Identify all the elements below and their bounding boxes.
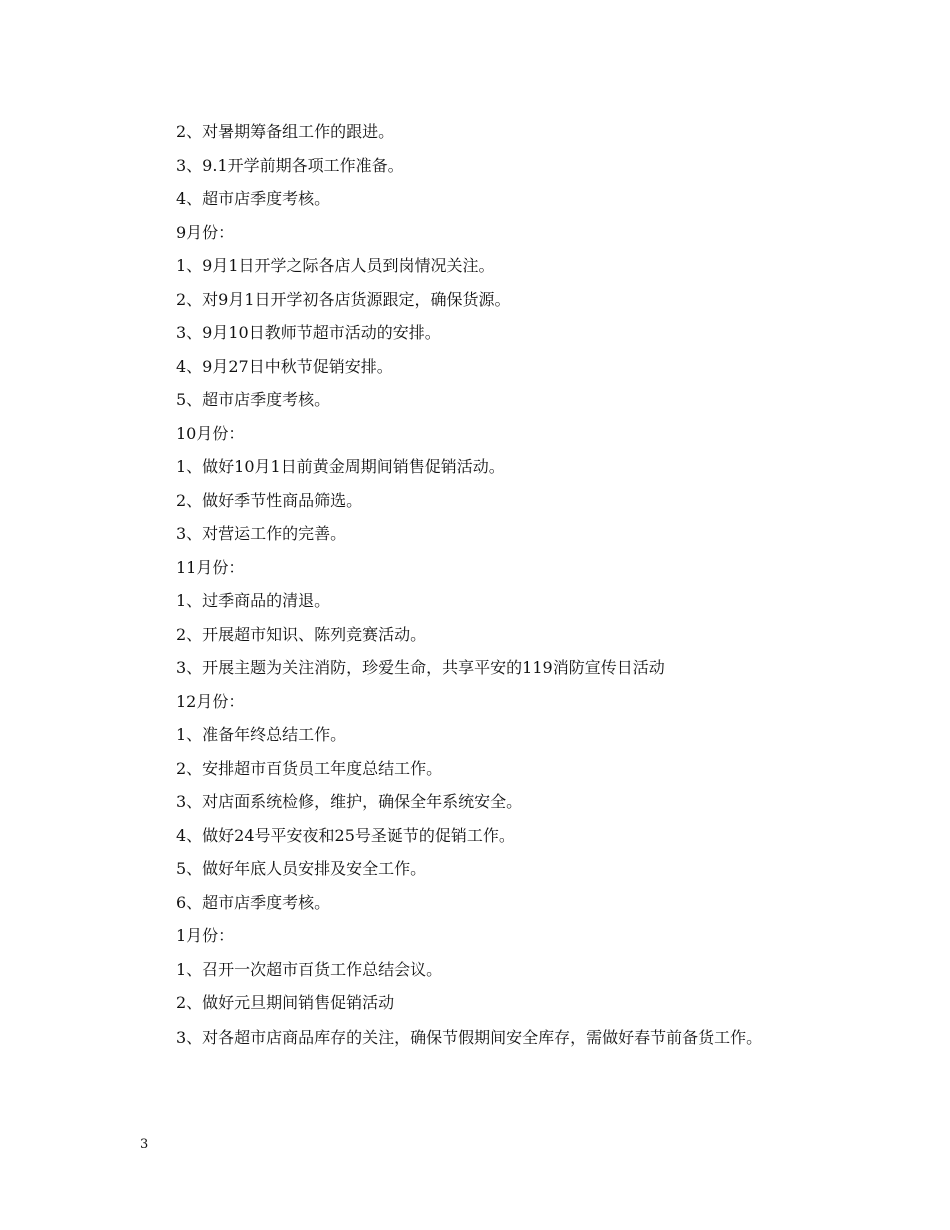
text-line: 3、9.1开学前期各项工作准备。: [176, 155, 404, 175]
text-line: 1、准备年终总结工作。: [176, 725, 347, 744]
month-heading: 10月份：: [176, 423, 245, 443]
text-line: 4、做好24号平安夜和25号圣诞节的促销工作。: [176, 825, 515, 845]
text-line: 5、超市店季度考核。: [176, 390, 331, 409]
text-line: 3、对店面系统检修，维护，确保全年系统安全。: [176, 792, 523, 811]
text-line: 2、对暑期筹备组工作的跟进。: [176, 122, 395, 141]
text-line: 4、9月27日中秋节促销安排。: [176, 356, 393, 376]
month-heading: 12月份：: [176, 691, 245, 711]
text-line: 1、过季商品的清退。: [176, 591, 331, 610]
text-line: 1、9月1日开学之际各店人员到岗情况关注。: [176, 256, 495, 275]
month-heading: 11月份：: [176, 557, 245, 577]
text-line: 1、做好10月1日前黄金周期间销售促销活动。: [176, 457, 505, 476]
final-paragraph: 3、对各超市店商品库存的关注，确保节假期间安全库存，需做好春节前备货工作。: [176, 1027, 763, 1047]
text-line: 4、超市店季度考核。: [176, 189, 331, 208]
text-line: 2、对9月1日开学初各店货源跟定，确保货源。: [176, 289, 511, 309]
text-line: 5、做好年底人员安排及安全工作。: [176, 859, 427, 878]
text-line: 2、安排超市百货员工年度总结工作。: [176, 758, 443, 778]
text-line: 2、做好元旦期间销售促销活动: [176, 993, 395, 1012]
text-line: 3、开展主题为关注消防，珍爱生命，共享平安的119消防宣传日活动: [176, 658, 665, 677]
text-line: 1、召开一次超市百货工作总结会议。: [176, 959, 443, 979]
document-body: [140, 115, 820, 1055]
page-number: 3: [140, 1137, 149, 1152]
text-line: 2、做好季节性商品筛选。: [176, 490, 363, 510]
text-line: 3、9月10日教师节超市活动的安排。: [176, 323, 441, 342]
month-heading: 1月份：: [176, 926, 235, 945]
text-line: 3、对营运工作的完善。: [176, 524, 347, 543]
text-line: 2、开展超市知识、陈列竞赛活动。: [176, 624, 427, 644]
month-heading: 9月份：: [176, 222, 235, 242]
text-line: 6、超市店季度考核。: [176, 892, 331, 912]
